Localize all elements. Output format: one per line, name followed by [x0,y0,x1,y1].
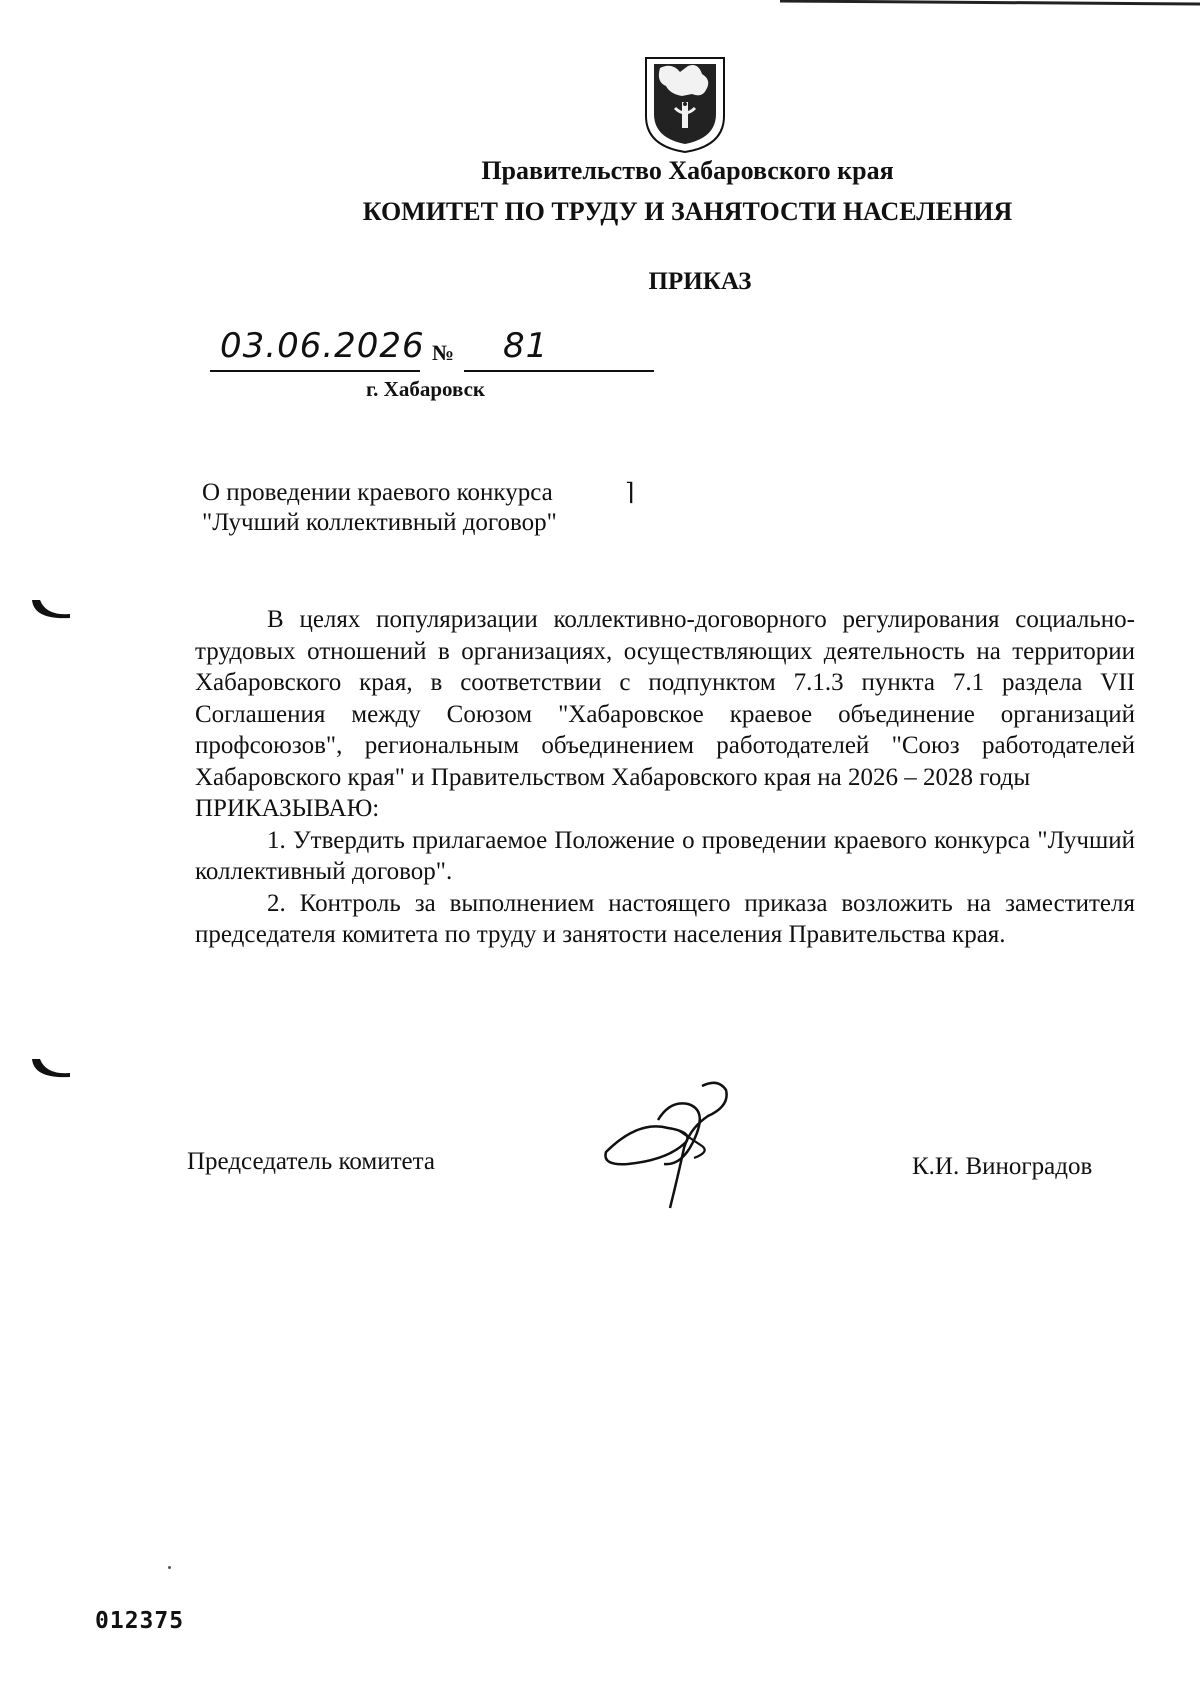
date-number-row [210,326,650,370]
committee-name: КОМИТЕТ ПО ТРУДУ И ЗАНЯТОСТИ НАСЕЛЕНИЯ [362,197,1013,226]
order-item-2: 2. Контроль за выполнением настоящего приказа возложить на заместителя председателя комитета по труду и занятости населения Правительства края. [195,889,1135,948]
number-sign: № [432,340,455,365]
preamble-paragraph: В целях популяризации коллективно-договорного регулирования социально-трудовых отношений в организациях, осуществляющих деятельность на территории Хабаровского края, в соответствии с подпунктом 7.1.3 пункта 7.1 раздела VII Соглашения между Союзом "Хабаровское краевое объединение организаций профсоюзов", региональным объединением работодателей "Союз работодателей Хабаровского края" и Правительством Хабаровского края на 2026 – 2028 годы [195,606,1135,791]
signer-name: К.И. Виноградов [912,1153,1093,1180]
handwritten-date: 03.06.2026 [220,326,425,366]
signer-title: Председатель комитета [187,1148,435,1175]
coat-of-arms-icon [642,54,728,154]
order-body [195,604,1135,951]
handwritten-signature [598,1080,758,1210]
order-item-1: 1. Утвердить прилагаемое Положение о проведении краевого конкурса "Лучший коллективный договор". [195,826,1135,885]
subject-line-1: О проведении краевого конкурса [202,479,553,506]
form-serial-number: 012375 [95,1608,185,1634]
number-underline [464,370,654,372]
city-label: г. Хабаровск [366,377,486,401]
subject-corner-bracket: ⌉ [625,480,635,506]
date-underline [210,370,420,372]
scan-edge-line [780,0,1200,6]
organization-name: Правительство Хабаровского края [481,156,894,185]
handwritten-number: 81 [503,326,549,366]
scan-speck [168,1566,171,1569]
subject-line-2: "Лучший коллективный договор" [202,509,557,536]
document-type-title: ПРИКАЗ [648,268,752,295]
hole-punch-mark [28,1055,74,1085]
order-keyword: ПРИКАЗЫВАЮ: [195,795,380,822]
hole-punch-mark [28,596,74,626]
document-subject [202,478,557,538]
